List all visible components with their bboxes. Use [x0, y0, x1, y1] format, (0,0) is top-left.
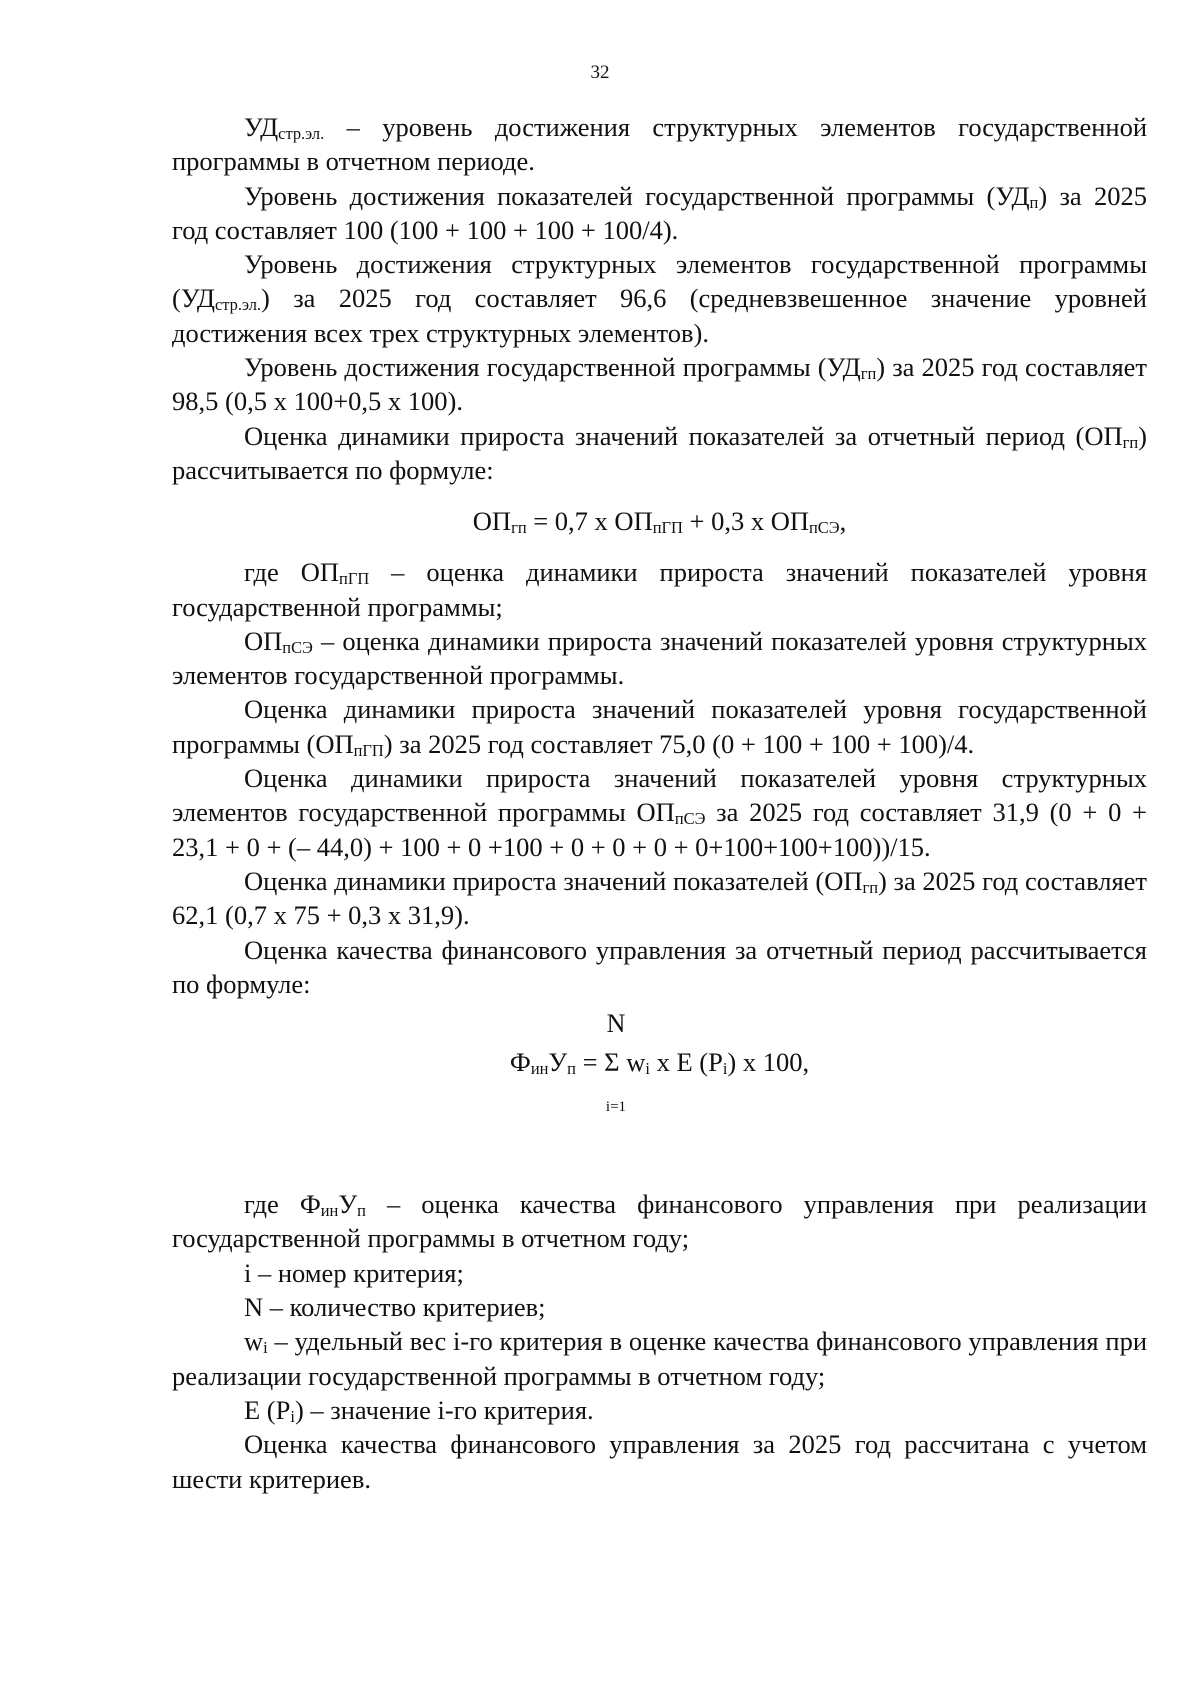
- paragraph-ud-str-el: [172, 247, 1147, 350]
- subscript: ин: [530, 1059, 549, 1079]
- paragraph-text: – уровень достижения структурных элементов государственной программы в отчетном периоде.: [172, 112, 1147, 177]
- formula-text: + 0,3 х ОП: [682, 506, 809, 537]
- paragraph-ud-str-el-definition: [172, 110, 1147, 179]
- paragraph-text: за 2025 год составляет 31,9 (0 + 0 + 23,1 + 0 + (– 44,0) + 100 + 0 +100 + 0 + 0 + 0 + 0+100+100+100))/15.: [172, 797, 1147, 862]
- subscript: пГП: [353, 740, 384, 760]
- subscript: i: [290, 1406, 295, 1426]
- paragraph-text: ) за 2025 год составляет 62,1 (0,7 х 75 + 0,3 х 31,9).: [172, 865, 1147, 931]
- subscript: пГП: [652, 518, 683, 538]
- formula-text: ,: [839, 506, 847, 537]
- paragraph-text: – удельный вес i-го критерия в оценке качества финансового управления при реализации государственной программы в отчетном году;: [172, 1326, 1147, 1391]
- paragraph-epi-definition: [172, 1393, 1147, 1427]
- formula-finup-main: [172, 1045, 1147, 1079]
- subscript: пСЭ: [674, 809, 706, 829]
- subscript: стр.эл.: [215, 295, 262, 315]
- paragraph-text: где ОП: [244, 557, 340, 588]
- paragraph-op-pgp-value: [172, 692, 1147, 761]
- subscript: п: [567, 1059, 576, 1079]
- paragraph-text: – оценка качества финансового управления при реализации государственной программы в отчетном году;: [172, 1189, 1147, 1254]
- paragraph-text: N – количество критериев;: [244, 1292, 546, 1323]
- paragraph-text: ) рассчитывается по формуле:: [172, 420, 1147, 485]
- subscript: ин: [320, 1201, 339, 1221]
- paragraph-finup-intro: [172, 933, 1147, 1002]
- paragraph-text: – оценка динамики прироста значений показателей уровня структурных элементов государственной программы.: [172, 625, 1147, 691]
- paragraph-text: Уровень достижения государственной программы (УД: [244, 352, 861, 383]
- paragraph-ud-gp: [172, 350, 1147, 419]
- paragraph-text: Оценка качества финансового управления за 2025 год рассчитана с учетом шести критериев.: [172, 1429, 1147, 1494]
- formula-finup: [172, 1007, 1147, 1177]
- sum-lower-limit: i=1: [605, 1099, 627, 1116]
- paragraph-op-gp-intro: [172, 419, 1147, 488]
- paragraph-text: ) – значение i-го критерия.: [294, 1394, 594, 1425]
- paragraph-text: Оценка динамики прироста значений показателей уровня государственной программы (ОП: [172, 694, 1147, 759]
- paragraph-text: – оценка динамики прироста значений показателей уровня государственной программы;: [172, 557, 1147, 622]
- paragraph-op-gp-value: [172, 864, 1147, 933]
- subscript: пСЭ: [808, 518, 840, 538]
- paragraph-text: Е (Р: [244, 1394, 291, 1425]
- subscript: гп: [862, 877, 879, 897]
- subscript: i: [722, 1059, 728, 1079]
- formula-text: У: [548, 1047, 568, 1078]
- formula-text: х Е (Р: [649, 1047, 723, 1078]
- subscript: пГП: [339, 569, 370, 589]
- paragraph-text: Уровень достижения показателей государственной программы (УД: [244, 180, 1030, 211]
- paragraph-text: Оценка динамики прироста значений показателей уровня структурных элементов государственной программы ОП: [172, 763, 1147, 828]
- formula-text: = 0,7 х ОП: [526, 506, 653, 537]
- paragraph-text: ) за 2025 год составляет 96,6 (средневзвешенное значение уровней достижения всех трех структурных элементов).: [172, 283, 1147, 348]
- formula-text: Ф: [509, 1047, 531, 1078]
- paragraph-text: i – номер критерия;: [244, 1257, 464, 1288]
- symbol-ud: УД: [244, 112, 279, 142]
- paragraph-text: ОП: [244, 625, 283, 656]
- formula-text: = Σ w: [575, 1047, 646, 1078]
- paragraph-n-definition: [172, 1290, 1147, 1324]
- formula-op-gp: [172, 487, 1147, 555]
- paragraph-text: ) за 2025 год составляет 98,5 (0,5 х 100+0,5 х 100).: [172, 352, 1147, 417]
- subscript: гп: [511, 518, 527, 538]
- formula-text: ) х 100,: [727, 1047, 810, 1078]
- paragraph-text: ) за 2025 год составляет 75,0 (0 + 100 + 100 + 100)/4.: [383, 728, 975, 759]
- paragraph-text: Оценка качества финансового управления за отчетный период рассчитывается по формуле:: [172, 934, 1147, 999]
- paragraph-op-pse-value: [172, 761, 1147, 864]
- paragraph-i-definition: [172, 1256, 1147, 1290]
- subscript: п: [357, 1201, 366, 1221]
- subscript: i: [645, 1059, 650, 1079]
- subscript: п: [1029, 192, 1039, 212]
- sum-upper-limit: N: [606, 1009, 626, 1039]
- subscript: стр.эл.: [278, 123, 325, 143]
- paragraph-finup-definition: [172, 1187, 1147, 1256]
- paragraph-text: Оценка динамики прироста значений показателей (ОП: [244, 865, 863, 896]
- subscript: гп: [860, 364, 877, 384]
- subscript: i: [263, 1338, 268, 1358]
- paragraph-text: Оценка динамики прироста значений показателей за отчетный период (ОП: [244, 420, 1123, 451]
- paragraph-finup-conclusion: [172, 1427, 1147, 1496]
- paragraph-text: где Ф: [244, 1189, 321, 1220]
- paragraph-text: ) за 2025 год составляет 100 (100 + 100 + 100 + 100/4).: [172, 180, 1147, 245]
- formula-text: ОП: [472, 506, 512, 537]
- paragraph-op-pgp-definition: [172, 555, 1147, 624]
- subscript: пСЭ: [282, 637, 313, 657]
- paragraph-ud-p: [172, 179, 1147, 248]
- paragraph-text: w: [244, 1326, 264, 1357]
- subscript: гп: [1122, 432, 1139, 452]
- paragraph-text: Уровень достижения структурных элементов государственной программы (УД: [172, 249, 1147, 314]
- page-number: 32: [590, 62, 610, 83]
- paragraph-op-pse-definition: [172, 624, 1147, 693]
- paragraph-wi-definition: [172, 1324, 1147, 1393]
- document-body: [172, 110, 1147, 1496]
- paragraph-text: У: [338, 1189, 358, 1220]
